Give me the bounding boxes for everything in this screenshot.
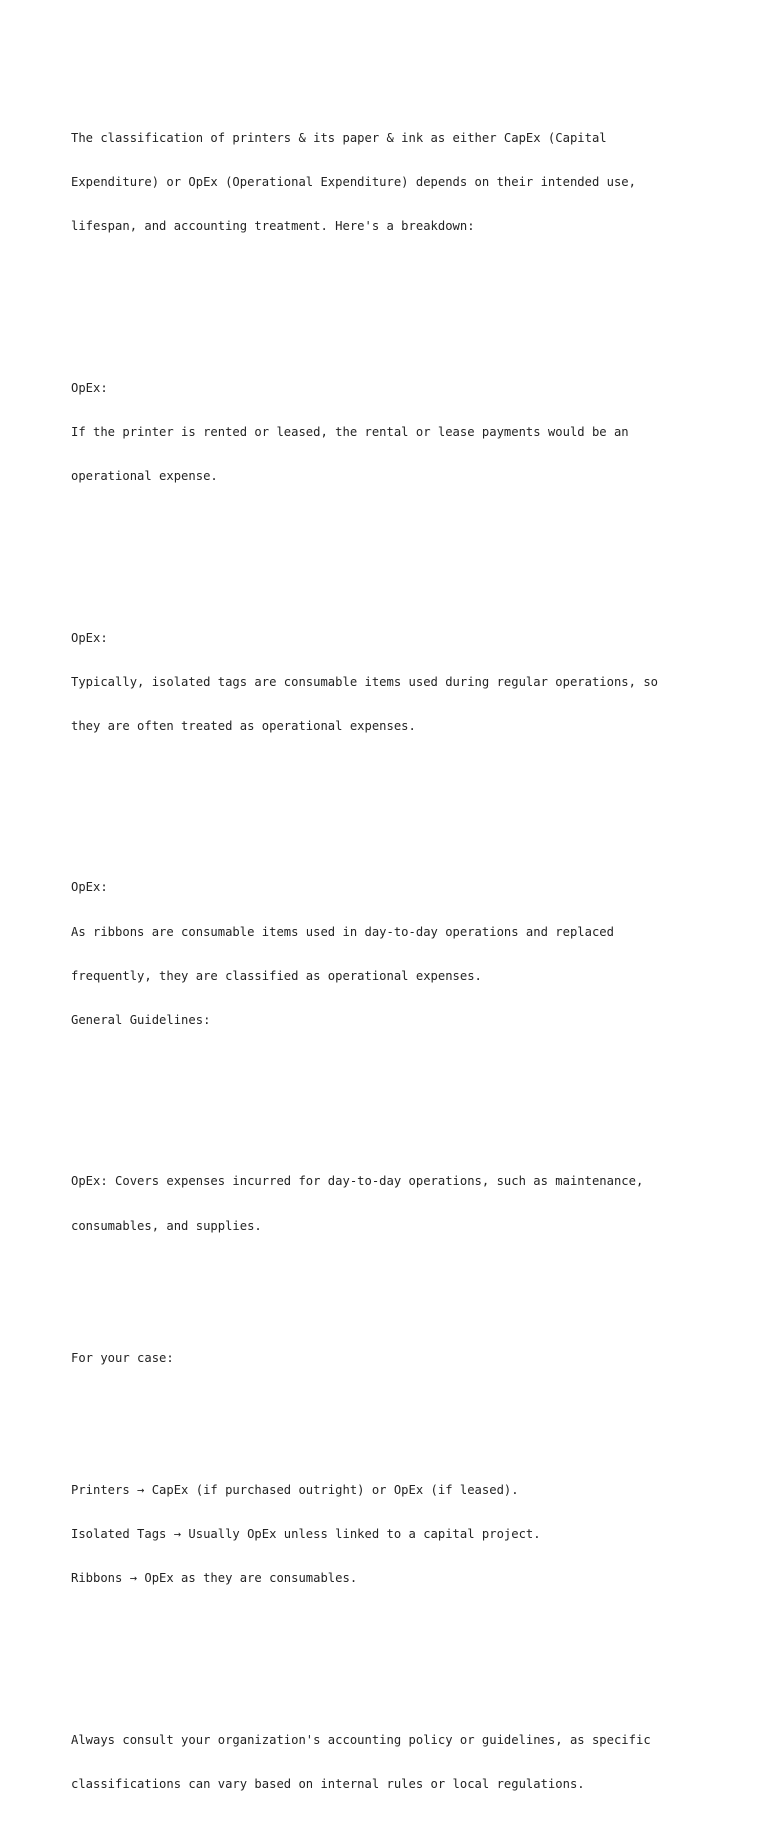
closing-line: Always consult your organization's accounting policy or guidelines, as specific (71, 1733, 651, 1748)
intro-line: The classification of printers & its paper & ink as either CapEx (Capital (71, 130, 607, 145)
ribbons-section (71, 851, 731, 1057)
guidelines-line: OpEx: Covers expenses incurred for day-to-day operations, such as maintenance, (71, 1174, 644, 1189)
blank-line (71, 1292, 731, 1307)
blank-line (71, 1645, 731, 1660)
blank-line (71, 1086, 731, 1101)
closing-paragraph (71, 1704, 731, 1822)
guidelines-paragraph (71, 1145, 731, 1263)
section-body-line: If the printer is rented or leased, the rental or lease payments would be an (71, 424, 629, 439)
case-item-tags: Isolated Tags → Usually OpEx unless linked to a capital project. (71, 1527, 541, 1542)
section-body-line: operational expense. (71, 468, 218, 483)
intro-paragraph (71, 101, 731, 263)
case-item-ribbons: Ribbons → OpEx as they are consumables. (71, 1571, 358, 1586)
section-body-line: As ribbons are consumable items used in day-to-day operations and replaced (71, 924, 614, 939)
printers-section (71, 351, 731, 513)
case-heading: For your case: (71, 1350, 174, 1365)
section-heading: OpEx: (71, 880, 108, 895)
case-list (71, 1454, 731, 1616)
guidelines-heading: General Guidelines: (71, 1012, 211, 1027)
section-body-line: Typically, isolated tags are consumable items used during regular operations, so (71, 674, 658, 689)
blank-line (71, 542, 731, 557)
case-item-printers: Printers → CapEx (if purchased outright) or OpEx (if leased). (71, 1483, 519, 1498)
intro-line: lifespan, and accounting treatment. Here's a breakdown: (71, 219, 475, 233)
section-heading: OpEx: (71, 630, 108, 645)
blank-line (71, 293, 731, 308)
intro-line: Expenditure) or OpEx (Operational Expenditure) depends on their intended use, (71, 174, 636, 189)
section-body-line: they are often treated as operational expenses. (71, 718, 416, 733)
document-body (71, 72, 731, 1836)
guidelines-line: consumables, and supplies. (71, 1218, 262, 1233)
blank-line (71, 1395, 731, 1410)
closing-line: classifications can vary based on internal rules or local regulations. (71, 1777, 585, 1792)
section-heading: OpEx: (71, 380, 108, 395)
tags-section (71, 601, 731, 763)
section-body-line: frequently, they are classified as operational expenses. (71, 968, 482, 983)
blank-line (71, 792, 731, 807)
